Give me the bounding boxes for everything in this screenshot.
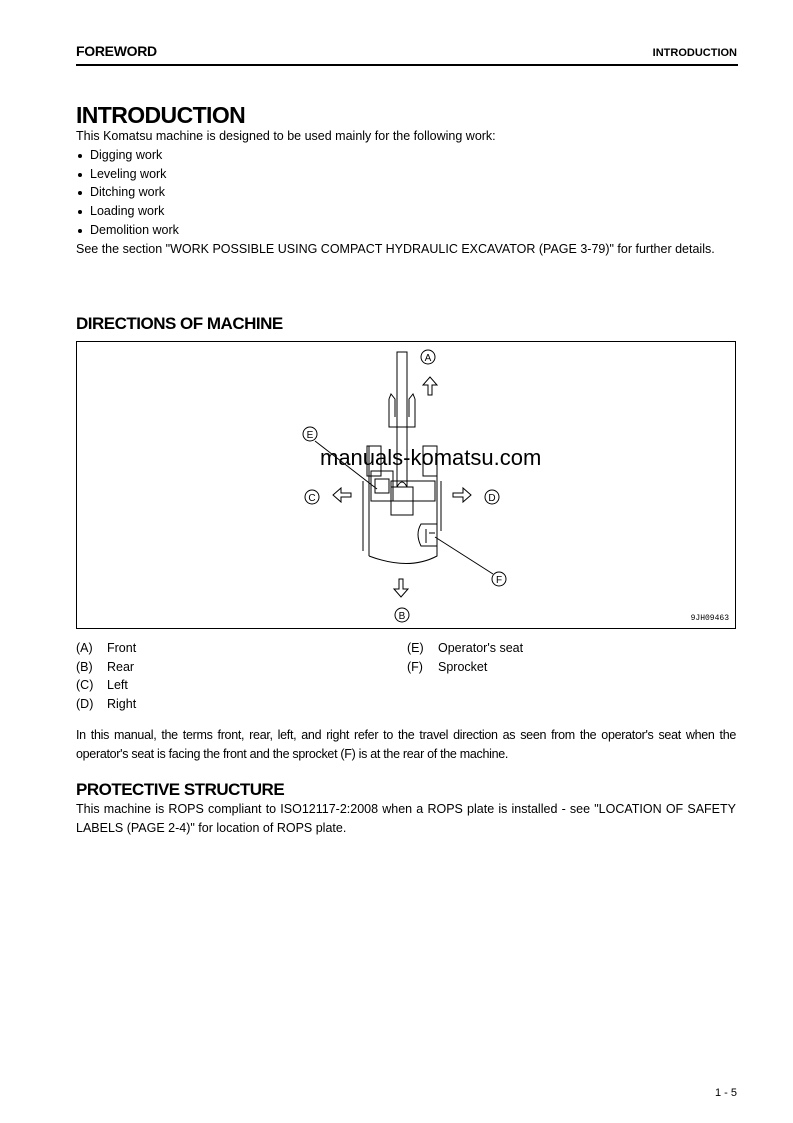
header-section: FOREWORD <box>76 43 157 59</box>
svg-text:C: C <box>308 493 316 504</box>
header-chapter: INTRODUCTION <box>652 47 737 59</box>
list-item: Loading work <box>78 204 164 218</box>
protective-text: This machine is ROPS compliant to ISO12117-2:2008 when a ROPS plate is installed - see "LOCATION OF SAFETY LABELS (PAGE 2-4)" for location of ROPS plate. <box>76 802 736 835</box>
svg-text:F: F <box>495 575 503 586</box>
svg-text:D: D <box>488 493 496 504</box>
legend-item: (B) Rear <box>76 660 135 674</box>
bullet-icon <box>78 173 82 177</box>
bullet-icon <box>78 210 82 214</box>
header-rule <box>76 64 738 66</box>
intro-see-also: See the section "WORK POSSIBLE USING COMPACT HYDRAULIC EXCAVATOR (PAGE 3-79)" for further details. <box>76 242 715 256</box>
directions-figure <box>76 341 736 629</box>
svg-text:A: A <box>424 353 432 364</box>
list-item: Ditching work <box>78 185 165 199</box>
list-item: Digging work <box>78 148 162 162</box>
figure-id: 9JH09463 <box>690 614 729 623</box>
legend-item: (F) Sprocket <box>407 660 488 674</box>
svg-text:B: B <box>398 611 406 622</box>
bullet-icon <box>78 154 82 158</box>
list-item: Leveling work <box>78 167 166 181</box>
section-title-directions: DIRECTIONS OF MACHINE <box>76 314 283 333</box>
excavator-diagram <box>77 342 735 628</box>
directions-note: In this manual, the terms front, rear, left, and right refer to the travel direction as seen from the operator's seat when the operator's seat is facing the front and the sprocket (F) is at the rear of the machine. <box>76 728 736 761</box>
legend-item: (C) Left <box>76 678 128 692</box>
section-title-protective: PROTECTIVE STRUCTURE <box>76 780 285 799</box>
page-number: 1 - 5 <box>714 1087 737 1099</box>
bullet-icon <box>78 191 82 195</box>
watermark: manuals-komatsu.com <box>320 445 542 470</box>
svg-text:E: E <box>306 430 314 441</box>
legend-item: (D) Right <box>76 697 137 711</box>
list-item: Demolition work <box>78 223 179 237</box>
page-title: INTRODUCTION <box>76 102 246 128</box>
legend-item: (E) Operator's seat <box>407 641 524 655</box>
intro-lead: This Komatsu machine is designed to be used mainly for the following work: <box>76 129 496 143</box>
bullet-icon <box>78 229 82 233</box>
legend-item: (A) Front <box>76 641 137 655</box>
